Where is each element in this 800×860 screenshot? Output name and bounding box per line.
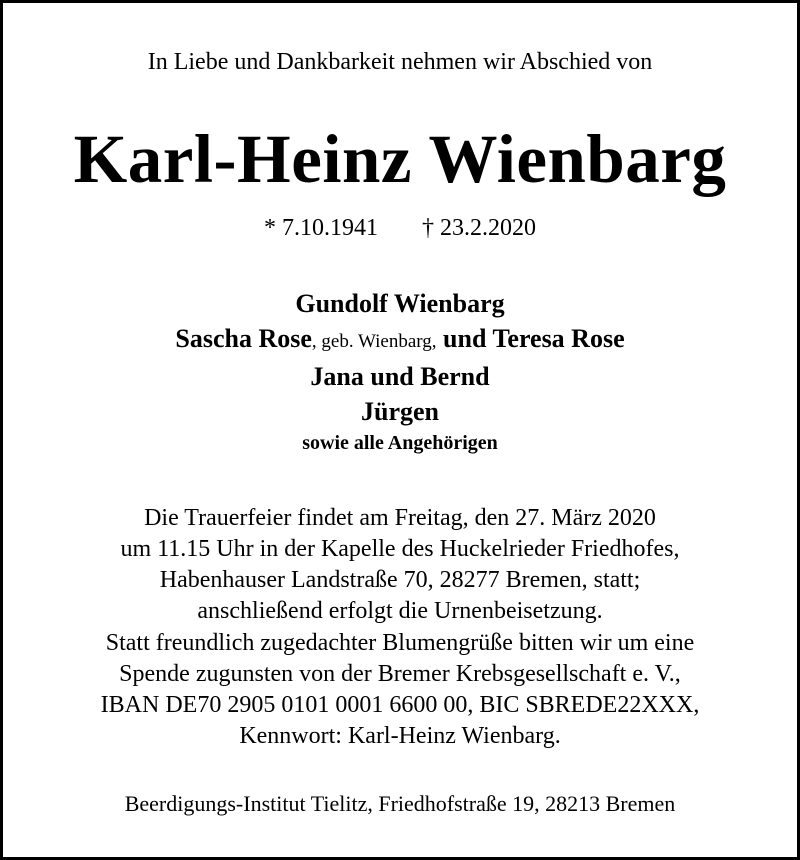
- family-others: sowie alle Angehörigen: [302, 432, 498, 454]
- family-member-name: und Teresa Rose: [443, 324, 625, 353]
- family-list: [3, 286, 797, 457]
- donation-request: [3, 628, 797, 752]
- family-member-nee: , geb. Wienbarg,: [311, 331, 437, 352]
- donation-line: Spende zugunsten von der Bremer Krebsgesellschaft e. V.,: [119, 661, 681, 687]
- intro-text: In Liebe und Dankbarkeit nehmen wir Abschied von: [147, 49, 653, 75]
- family-member-name: Sascha Rose: [175, 324, 312, 353]
- family-member: [3, 321, 797, 359]
- funeral-home-info: Beerdigungs-Institut Tielitz, Friedhofstraße 19, 28213 Bremen: [124, 791, 676, 816]
- ceremony-line: um 11.15 Uhr in der Kapelle des Huckelrieder Friedhofes,: [120, 536, 680, 562]
- birth-date: * 7.10.1941: [264, 215, 378, 241]
- family-member: Gundolf Wienbarg: [295, 289, 505, 318]
- death-date: † 23.2.2020: [422, 215, 536, 241]
- donation-line: Statt freundlich zugedachter Blumengrüße bitten wir um eine: [105, 630, 695, 656]
- ceremony-details: [3, 503, 797, 627]
- family-member: Jürgen: [361, 397, 439, 426]
- donation-line: IBAN DE70 2905 0101 0001 6600 00, BIC SBREDE22XXX,: [100, 692, 700, 718]
- ceremony-line: anschließend erfolgt die Urnenbeisetzung.: [197, 598, 603, 624]
- family-member: Jana und Bernd: [310, 362, 490, 391]
- life-dates: [3, 213, 797, 243]
- donation-line: Kennwort: Karl-Heinz Wienbarg.: [239, 723, 561, 749]
- ceremony-line: Habenhauser Landstraße 70, 28277 Bremen, statt;: [159, 567, 641, 593]
- ceremony-line: Die Trauerfeier findet am Freitag, den 27. März 2020: [144, 505, 656, 531]
- deceased-name: Karl-Heinz Wienbarg: [73, 121, 727, 197]
